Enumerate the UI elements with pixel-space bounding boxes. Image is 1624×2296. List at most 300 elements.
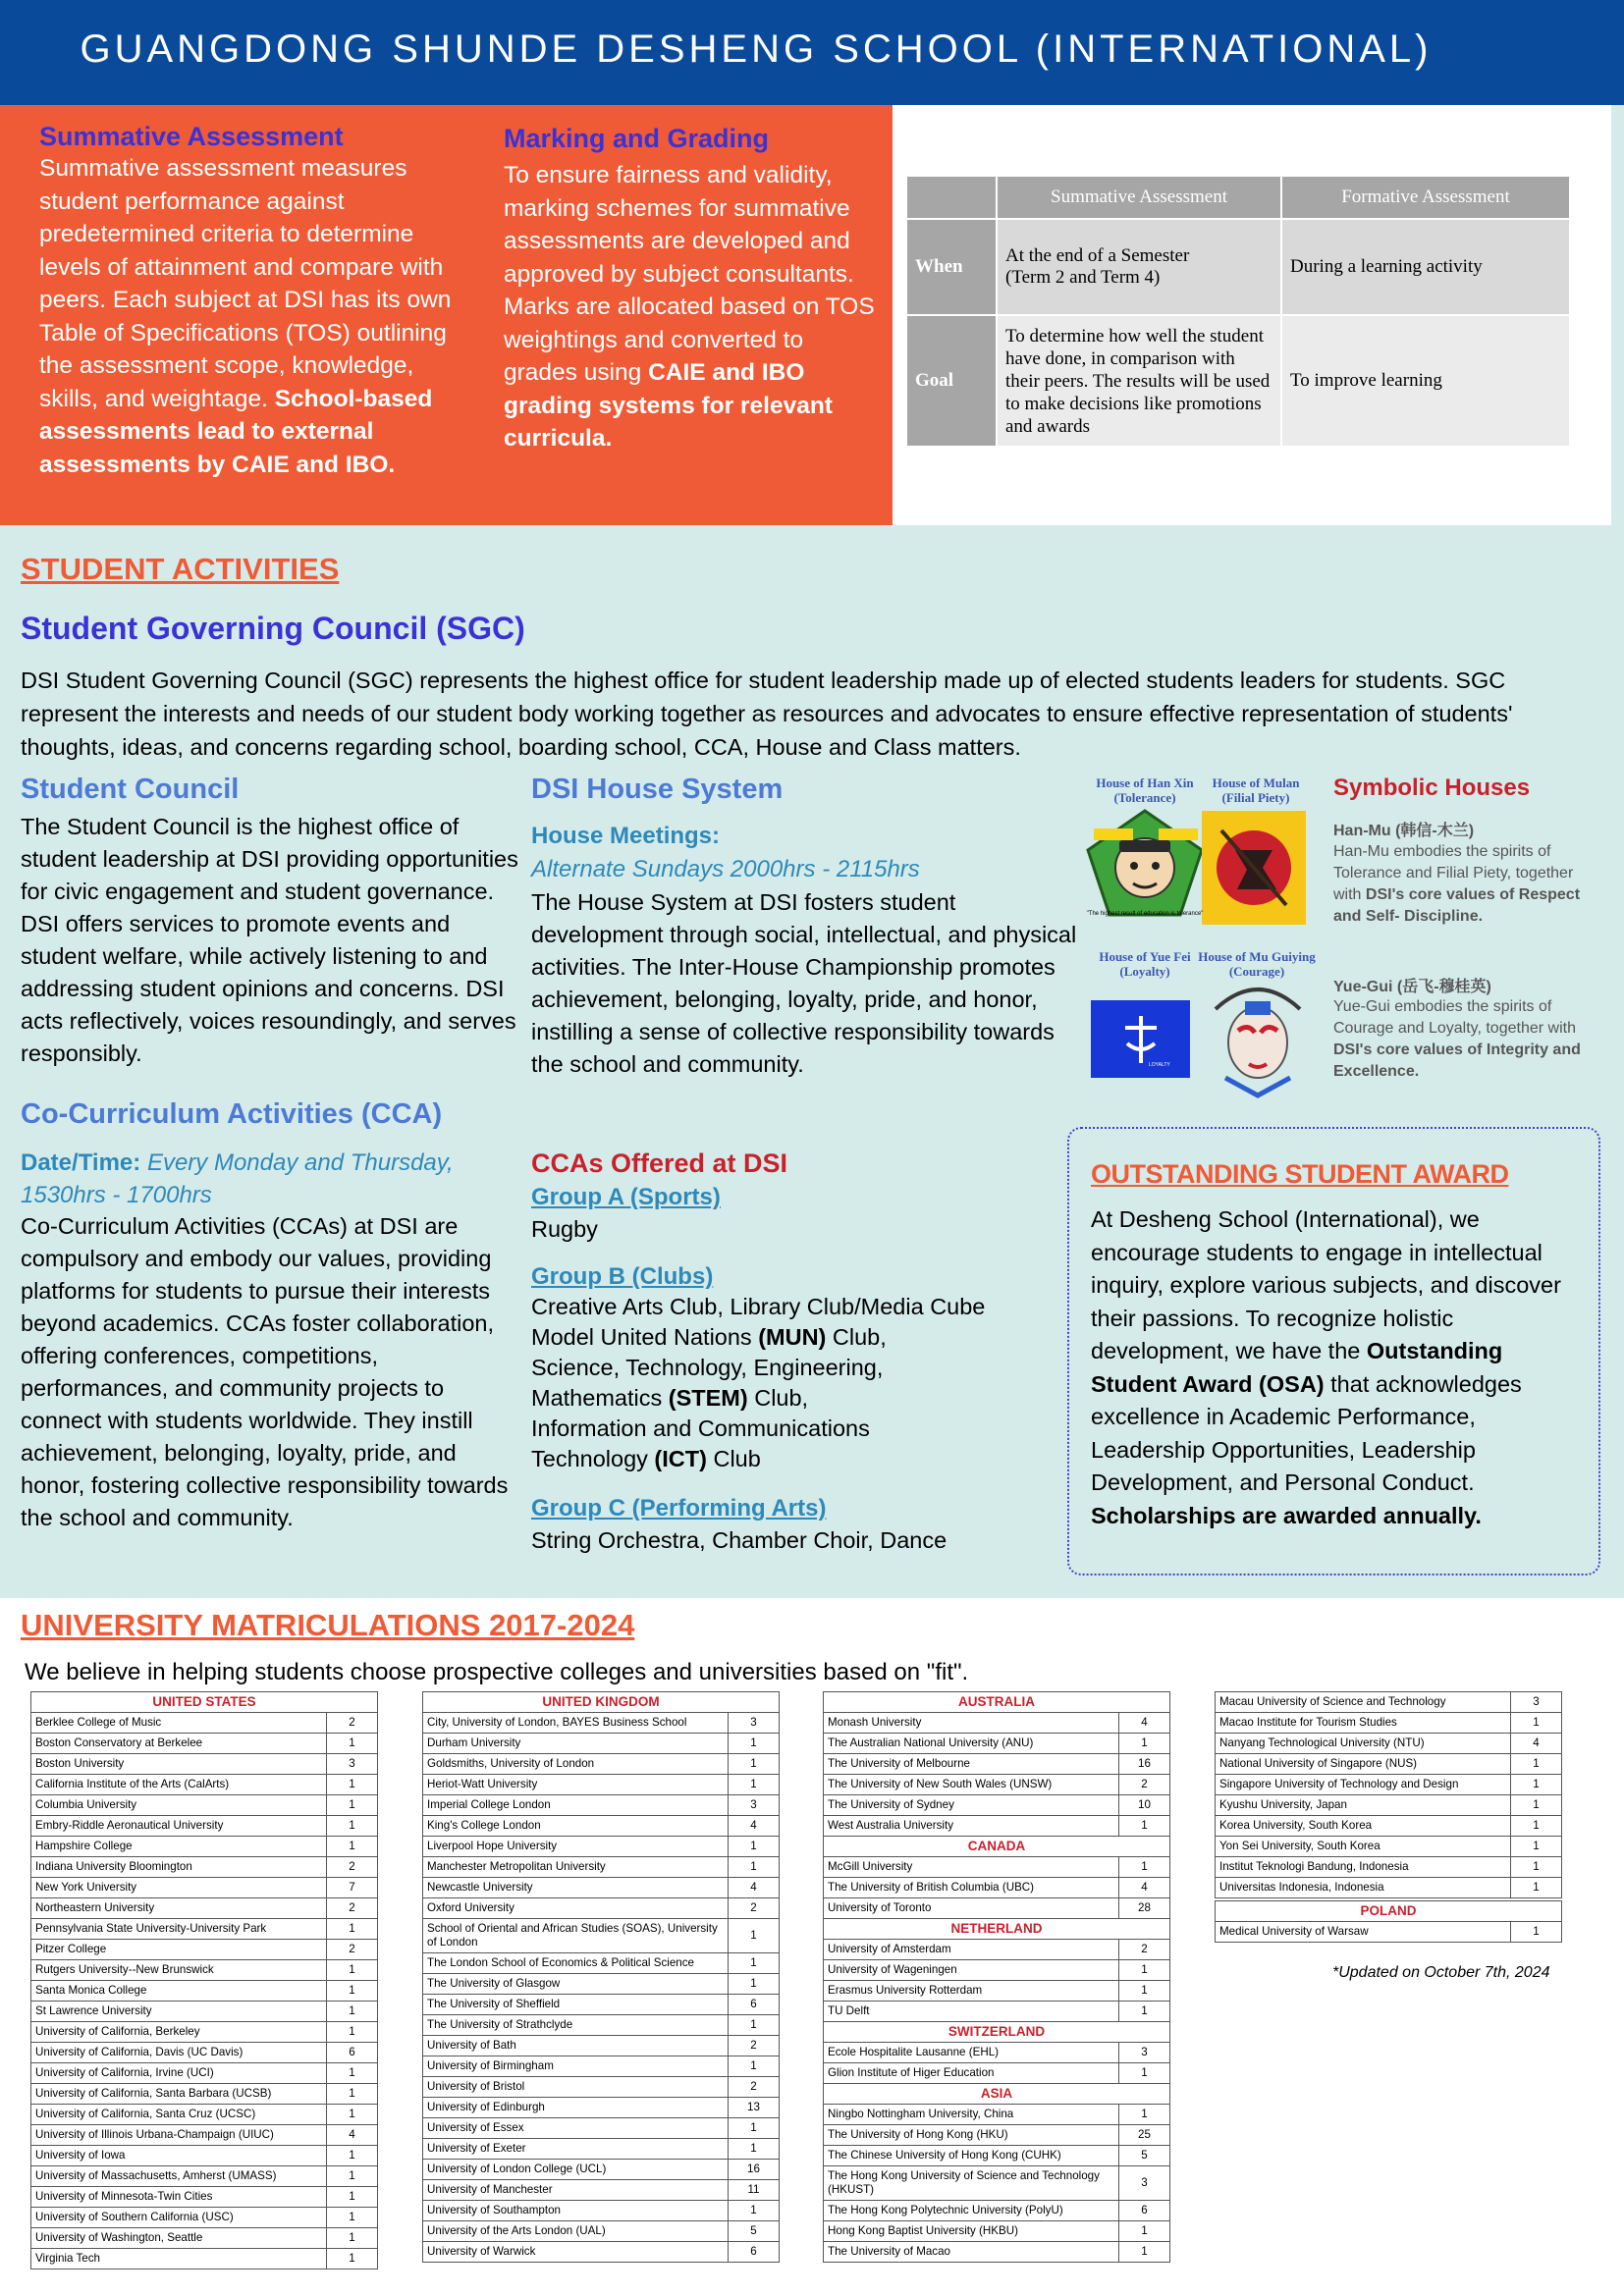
updated-note: *Updated on October 7th, 2024 (1332, 1964, 1550, 1981)
university-row (31, 2084, 378, 2105)
university-row (31, 1898, 378, 1919)
university-name: Berklee College of Music (31, 1713, 327, 1734)
university-name: University of Illinois Urbana-Champaign (UIUC) (31, 2125, 327, 2146)
student-count: 1 (729, 1857, 780, 1878)
university-row (423, 1795, 780, 1816)
university-row (423, 2139, 780, 2160)
badge-label-hanxin: House of Han Xin (Tolerance) (1096, 775, 1194, 805)
country-header-row (1216, 1901, 1562, 1922)
university-row (423, 2242, 780, 2263)
mulan-badge-icon (1202, 811, 1306, 925)
university-name: New York University (31, 1878, 327, 1898)
student-count: 1 (327, 1734, 378, 1754)
row-when: When (906, 219, 997, 315)
student-count: 28 (1119, 1898, 1170, 1919)
student-count: 1 (327, 2166, 378, 2187)
university-row (31, 2187, 378, 2208)
country-header-row (31, 1692, 378, 1713)
university-row (423, 2036, 780, 2056)
student-count: 1 (1119, 1734, 1170, 1754)
university-name: Oxford University (423, 1898, 729, 1919)
university-row (423, 2098, 780, 2118)
assessment-table (905, 175, 1571, 448)
university-name: University of Wageningen (824, 1960, 1119, 1981)
university-name: The University of New South Wales (UNSW) (824, 1775, 1119, 1795)
student-count: 1 (327, 2022, 378, 2043)
university-row (1216, 1713, 1562, 1734)
university-name: The University of Strathclyde (423, 2015, 729, 2036)
university-name: University of Essex (423, 2118, 729, 2139)
student-count: 1 (327, 1795, 378, 1816)
university-name: Pennsylvania State University-University Park (31, 1919, 327, 1940)
council-title: Student Council (21, 774, 240, 805)
student-count: 1 (1119, 1816, 1170, 1837)
university-name: Heriot-Watt University (423, 1775, 729, 1795)
university-row (31, 2146, 378, 2166)
muguiying-badge-icon (1206, 980, 1310, 1099)
university-row (31, 1816, 378, 1837)
university-name: Goldsmiths, University of London (423, 1754, 729, 1775)
yuefei-badge-icon (1091, 1000, 1190, 1078)
student-count: 1 (1119, 2063, 1170, 2084)
student-count: 1 (327, 1837, 378, 1857)
university-row (824, 1857, 1170, 1878)
university-name: The University of Glasgow (423, 1974, 729, 1995)
university-name: The Hong Kong Polytechnic University (PolyU) (824, 2201, 1119, 2221)
summative-section (39, 122, 471, 481)
summative-text: Summative assessment measures student performance against predetermined criteria to determine levels of attainment and compare with peers. Each subject at DSI has its own Table of Specifications (TOS) outlining the assessment scope, knowledge, skills, and weightage. School-based assessments lead to external assessments by CAIE and IBO. (39, 155, 452, 478)
university-name: University of Toronto (824, 1898, 1119, 1919)
university-row (824, 1734, 1170, 1754)
university-name: Yon Sei University, South Korea (1216, 1837, 1511, 1857)
country-header-row (824, 1919, 1170, 1940)
school-title: GUANGDONG SHUNDE DESHENG SCHOOL (INTERNATIONAL) (80, 27, 1433, 71)
matric-heading: UNIVERSITY MATRICULATIONS 2017-2024 (21, 1608, 635, 1642)
university-name: The University of Sheffield (423, 1995, 729, 2015)
university-row (423, 2201, 780, 2221)
student-count: 1 (729, 1974, 780, 1995)
university-name: University of California, Berkeley (31, 2022, 327, 2043)
activities-heading: STUDENT ACTIVITIES (21, 552, 340, 586)
university-name: University of California, Irvine (UCI) (31, 2063, 327, 2084)
student-count: 6 (729, 2242, 780, 2263)
university-row (824, 2201, 1170, 2221)
university-name: Northeastern University (31, 1898, 327, 1919)
student-count: 4 (1511, 1734, 1562, 1754)
university-row (1216, 1734, 1562, 1754)
student-count: 2 (729, 2077, 780, 2098)
university-row (1216, 1795, 1562, 1816)
student-count: 1 (327, 2187, 378, 2208)
university-row (31, 1960, 378, 1981)
student-count: 1 (729, 1837, 780, 1857)
student-count: 1 (1511, 1837, 1562, 1857)
university-name: West Australia University (824, 1816, 1119, 1837)
house-meet-time: Alternate Sundays 2000hrs - 2115hrs (531, 856, 920, 882)
university-name: Pitzer College (31, 1940, 327, 1960)
university-row (824, 1898, 1170, 1919)
university-row (31, 1981, 378, 2002)
university-row (423, 1837, 780, 1857)
university-name: University of California, Santa Barbara (UCSB) (31, 2084, 327, 2105)
student-count: 1 (327, 1981, 378, 2002)
university-name: Hong Kong Baptist University (HKBU) (824, 2221, 1119, 2242)
university-row (824, 1775, 1170, 1795)
cell-when-summative: At the end of a Semester (Term 2 and Term 4) (997, 219, 1281, 315)
university-row (423, 1734, 780, 1754)
university-name: Singapore University of Technology and Design (1216, 1775, 1511, 1795)
university-row (423, 1898, 780, 1919)
country-header-row (824, 1837, 1170, 1857)
university-row (824, 1754, 1170, 1775)
house-text: The House System at DSI fosters student development through social, intellectual, and physical activities. The Inter-House Championship promotes achievement, belonging, loyalty, pride, and honor, instilling a sense of collective responsibility towards the school and community. (531, 889, 1077, 1077)
badge-label-yuefei: House of Yue Fei (Loyalty) (1099, 949, 1191, 979)
row-goal: Goal (906, 315, 997, 447)
student-count: 1 (1119, 2002, 1170, 2022)
student-count: 16 (729, 2160, 780, 2180)
award-title: OUTSTANDING STUDENT AWARD (1091, 1159, 1509, 1189)
student-count: 1 (1119, 2105, 1170, 2125)
student-count: 3 (729, 1713, 780, 1734)
student-count: 1 (1511, 1922, 1562, 1943)
student-count: 1 (1511, 1816, 1562, 1837)
col-summative: Summative Assessment (997, 176, 1281, 219)
university-name: University of Iowa (31, 2146, 327, 2166)
cca-title: Co-Curriculum Activities (CCA) (21, 1098, 443, 1130)
house-meet-label: House Meetings: (531, 823, 721, 849)
table-asia-more (1215, 1691, 1562, 1898)
student-count: 1 (327, 2105, 378, 2125)
university-row (1216, 1754, 1562, 1775)
university-row (423, 2077, 780, 2098)
university-row (824, 2221, 1170, 2242)
university-name: The London School of Economics & Political Science (423, 1953, 729, 1974)
student-count: 6 (327, 2043, 378, 2063)
university-row (824, 2063, 1170, 2084)
university-row (1216, 1692, 1562, 1713)
university-name: Macao Institute for Tourism Studies (1216, 1713, 1511, 1734)
student-count: 1 (1119, 1857, 1170, 1878)
offered-title: CCAs Offered at DSI (531, 1148, 788, 1178)
university-row (423, 1857, 780, 1878)
group-b-link[interactable]: Group B (Clubs) (531, 1263, 714, 1290)
group-a-items: Rugby (531, 1216, 598, 1242)
university-name: Santa Monica College (31, 1981, 327, 2002)
university-name: Imperial College London (423, 1795, 729, 1816)
student-count: 7 (327, 1878, 378, 1898)
university-name: Embry-Riddle Aeronautical University (31, 1816, 327, 1837)
marking-title: Marking and Grading (504, 124, 770, 153)
student-count: 2 (327, 1713, 378, 1734)
university-row (31, 1857, 378, 1878)
student-count: 1 (1119, 1960, 1170, 1981)
university-row (824, 2146, 1170, 2166)
university-name: University of Bath (423, 2036, 729, 2056)
university-name: The Chinese University of Hong Kong (CUHK) (824, 2146, 1119, 2166)
university-name: Newcastle University (423, 1878, 729, 1898)
cell-when-formative: During a learning activity (1281, 219, 1570, 315)
group-a-link[interactable]: Group A (Sports) (531, 1184, 721, 1210)
university-name: King's College London (423, 1816, 729, 1837)
student-count: 2 (729, 1898, 780, 1919)
student-count: 2 (327, 1940, 378, 1960)
university-name: Indiana University Bloomington (31, 1857, 327, 1878)
col-formative: Formative Assessment (1281, 176, 1570, 219)
university-row (31, 1734, 378, 1754)
university-name: The University of Macao (824, 2242, 1119, 2263)
hanxin-badge-icon (1082, 807, 1208, 925)
university-row (824, 1960, 1170, 1981)
university-row (31, 2125, 378, 2146)
university-row (31, 1713, 378, 1734)
university-name: Erasmus University Rotterdam (824, 1981, 1119, 2002)
badge-label-mulan: House of Mulan (Filial Piety) (1212, 775, 1300, 805)
sgc-text: DSI Student Governing Council (SGC) represents the highest office for student leadership made up of elected students leaders for students. SGC represent the interests and needs of our student body working together as resources and advocates to ensure effective representation of students' thoughts, ideas, and concerns regarding school, boarding school, CCA, House and Class matters. (21, 667, 1513, 760)
student-count: 3 (1511, 1692, 1562, 1713)
student-count: 1 (327, 1919, 378, 1940)
marking-section (504, 124, 877, 455)
student-count: 2 (1119, 1775, 1170, 1795)
university-name: National University of Singapore (NUS) (1216, 1754, 1511, 1775)
country-header-row (824, 2084, 1170, 2105)
university-name: Medical University of Warsaw (1216, 1922, 1511, 1943)
student-count: 1 (729, 2056, 780, 2077)
university-row (423, 2180, 780, 2201)
university-row (423, 2056, 780, 2077)
student-count: 1 (327, 2228, 378, 2249)
student-count: 2 (1119, 1940, 1170, 1960)
university-name: Boston Conservatory at Berkelee (31, 1734, 327, 1754)
university-row (1216, 1775, 1562, 1795)
student-count: 1 (729, 1734, 780, 1754)
university-name: Kyushu University, Japan (1216, 1795, 1511, 1816)
university-name: California Institute of the Arts (CalArts) (31, 1775, 327, 1795)
country-name: NETHERLAND (824, 1919, 1170, 1940)
university-row (824, 1981, 1170, 2002)
summative-title: Summative Assessment (39, 122, 344, 151)
student-count: 3 (1119, 2043, 1170, 2063)
university-name: Rutgers University--New Brunswick (31, 1960, 327, 1981)
university-name: Institut Teknologi Bandung, Indonesia (1216, 1857, 1511, 1878)
student-count: 13 (729, 2098, 780, 2118)
university-name: University of Exeter (423, 2139, 729, 2160)
university-row (1216, 1837, 1562, 1857)
yuefei-tag: LOYALTY (1149, 1062, 1170, 1068)
university-name: Monash University (824, 1713, 1119, 1734)
university-row (824, 2242, 1170, 2263)
table-united-states (30, 1691, 378, 2269)
student-count: 1 (1119, 1981, 1170, 2002)
university-row (423, 2015, 780, 2036)
university-row (31, 2063, 378, 2084)
country-header-row (824, 2022, 1170, 2043)
university-name: Ningbo Nottingham University, China (824, 2105, 1119, 2125)
university-row (31, 2105, 378, 2125)
university-name: Nanyang Technological University (NTU) (1216, 1734, 1511, 1754)
country-name: ASIA (824, 2084, 1170, 2105)
student-count: 2 (327, 1898, 378, 1919)
student-count: 16 (1119, 1754, 1170, 1775)
university-row (31, 1940, 378, 1960)
university-row (423, 2118, 780, 2139)
country-name: UNITED STATES (31, 1692, 378, 1713)
university-name: University of Birmingham (423, 2056, 729, 2077)
student-count: 1 (327, 2084, 378, 2105)
student-count: 11 (729, 2180, 780, 2201)
university-name: Universitas Indonesia, Indonesia (1216, 1878, 1511, 1898)
university-row (31, 1754, 378, 1775)
student-count: 4 (729, 1878, 780, 1898)
student-count: 1 (729, 2118, 780, 2139)
university-name: University of Warwick (423, 2242, 729, 2263)
hanmu-text: Han-Mu embodies the spirits of Tolerance and Filial Piety, together with DSI's core values of Respect and Self- Discipline. (1333, 843, 1581, 925)
student-count: 1 (327, 2208, 378, 2228)
university-name: Korea University, South Korea (1216, 1816, 1511, 1837)
student-count: 1 (729, 1919, 780, 1953)
university-row (423, 1953, 780, 1974)
student-count: 1 (327, 2249, 378, 2269)
country-name: CANADA (824, 1837, 1170, 1857)
country-header-row (824, 1692, 1170, 1713)
university-row (423, 1816, 780, 1837)
student-count: 1 (1119, 2242, 1170, 2263)
student-count: 3 (327, 1754, 378, 1775)
student-count: 5 (729, 2221, 780, 2242)
header-bar (0, 0, 1624, 105)
symbolic-title: Symbolic Houses (1333, 774, 1531, 801)
university-name: McGill University (824, 1857, 1119, 1878)
university-row (423, 1974, 780, 1995)
student-count: 1 (729, 1775, 780, 1795)
university-name: The University of Melbourne (824, 1754, 1119, 1775)
university-row (423, 1878, 780, 1898)
university-row (31, 1878, 378, 1898)
table-aus-can-asia (823, 1691, 1170, 2263)
group-c-link[interactable]: Group C (Performing Arts) (531, 1495, 827, 1522)
university-row (31, 2208, 378, 2228)
university-row (824, 1878, 1170, 1898)
award-text: At Desheng School (International), we encourage students to engage in intellectual inquiry, explore various subjects, and discover their passions. To recognize holistic development, we have the Outstanding Student Award (OSA) that acknowledges excellence in Academic Performance, Leadership Opportunities, Leadership Development, and Personal Conduct. Scholarships are awarded annually. (1091, 1206, 1561, 1528)
university-row (1216, 1878, 1562, 1898)
university-name: University of Edinburgh (423, 2098, 729, 2118)
university-name: University of Minnesota-Twin Cities (31, 2187, 327, 2208)
cell-goal-formative: To improve learning (1281, 315, 1570, 447)
university-row (824, 1795, 1170, 1816)
student-count: 1 (729, 2015, 780, 2036)
university-row (31, 2043, 378, 2063)
student-count: 1 (1511, 1857, 1562, 1878)
table-poland (1215, 1900, 1562, 1943)
university-row (31, 2002, 378, 2022)
student-count: 4 (1119, 1713, 1170, 1734)
matric-intro: We believe in helping students choose prospective colleges and universities based on "fit". (25, 1659, 969, 1685)
university-row (31, 2249, 378, 2269)
marking-text: To ensure fairness and validity, marking schemes for summative assessments are developed and approved by subject consultants. Marks are allocated based on TOS weightings and converted to grades using CAIE and IBO grading systems for relevant curricula. (504, 162, 875, 452)
university-name: Durham University (423, 1734, 729, 1754)
university-name: City, University of London, BAYES Business School (423, 1713, 729, 1734)
university-name: Macau University of Science and Technology (1216, 1692, 1511, 1713)
student-count: 1 (1511, 1754, 1562, 1775)
student-count: 3 (1119, 2166, 1170, 2201)
university-row (824, 2002, 1170, 2022)
university-name: School of Oriental and African Studies (SOAS), University of London (423, 1919, 729, 1953)
university-row (423, 2160, 780, 2180)
student-count: 1 (729, 2201, 780, 2221)
university-row (824, 1713, 1170, 1734)
university-row (423, 1775, 780, 1795)
student-count: 2 (327, 1857, 378, 1878)
table-united-kingdom (422, 1691, 780, 2263)
student-count: 1 (729, 1953, 780, 1974)
university-name: Liverpool Hope University (423, 1837, 729, 1857)
cell-goal-summative: To determine how well the student have done, in comparison with their peers. The results will be used to make decisions like promotions and awards (997, 315, 1281, 447)
student-count: 25 (1119, 2125, 1170, 2146)
council-text: The Student Council is the highest office of student leadership at DSI providing opportunities for civic engagement and student governance. DSI offers services to promote events and student welfare, while actively listening to and addressing student opinions and concerns. DSI acts reflectively, voices resoundingly, and serves responsibly. (21, 814, 518, 1066)
university-name: University of Amsterdam (824, 1940, 1119, 1960)
student-count: 10 (1119, 1795, 1170, 1816)
group-b-items: Creative Arts Club, Library Club/Media Cube Model United Nations (MUN) Club, Science, Technology, Engineering, Mathematics (STEM) Club, Information and Communications Technology (ICT) Club (531, 1294, 986, 1471)
country-name: POLAND (1216, 1901, 1562, 1922)
university-row (824, 1940, 1170, 1960)
university-row (423, 2221, 780, 2242)
student-count: 2 (729, 2036, 780, 2056)
student-count: 1 (1511, 1713, 1562, 1734)
student-count: 1 (1119, 2221, 1170, 2242)
university-row (1216, 1922, 1562, 1943)
university-row (31, 1919, 378, 1940)
student-count: 6 (729, 1995, 780, 2015)
badge-label-muguiying: House of Mu Guiying (Courage) (1198, 949, 1316, 979)
university-name: University of the Arts London (UAL) (423, 2221, 729, 2242)
university-name: Columbia University (31, 1795, 327, 1816)
university-row (423, 1754, 780, 1775)
student-count: 6 (1119, 2201, 1170, 2221)
university-name: Boston University (31, 1754, 327, 1775)
student-count: 1 (327, 1775, 378, 1795)
university-name: The Hong Kong University of Science and Technology (HKUST) (824, 2166, 1119, 2201)
university-row (1216, 1816, 1562, 1837)
cca-date: Date/Time: Every Monday and Thursday, 1530hrs - 1700hrs (21, 1149, 454, 1208)
university-name: TU Delft (824, 2002, 1119, 2022)
country-name: SWITZERLAND (824, 2022, 1170, 2043)
student-count: 1 (1511, 1795, 1562, 1816)
university-row (31, 2166, 378, 2187)
student-count: 1 (729, 1754, 780, 1775)
group-c-items: String Orchestra, Chamber Choir, Dance (531, 1527, 947, 1553)
country-name: AUSTRALIA (824, 1692, 1170, 1713)
university-name: The University of Sydney (824, 1795, 1119, 1816)
university-name: Virginia Tech (31, 2249, 327, 2269)
university-row (31, 1795, 378, 1816)
hanxin-motto: "The highest result of education is tolerance" (1086, 911, 1204, 917)
university-row (31, 1775, 378, 1795)
country-header-row (423, 1692, 780, 1713)
university-row (31, 1837, 378, 1857)
student-count: 4 (327, 2125, 378, 2146)
university-name: Ecole Hospitalite Lausanne (EHL) (824, 2043, 1119, 2063)
yuegui-name: Yue-Gui (岳飞-穆桂英) (1333, 979, 1491, 995)
university-name: University of California, Davis (UC Davis) (31, 2043, 327, 2063)
student-count: 1 (327, 2146, 378, 2166)
student-count: 1 (327, 1816, 378, 1837)
university-name: Hampshire College (31, 1837, 327, 1857)
university-row (824, 1816, 1170, 1837)
student-count: 4 (1119, 1878, 1170, 1898)
university-row (423, 1995, 780, 2015)
university-row (423, 1713, 780, 1734)
university-row (31, 2022, 378, 2043)
student-count: 1 (327, 1960, 378, 1981)
